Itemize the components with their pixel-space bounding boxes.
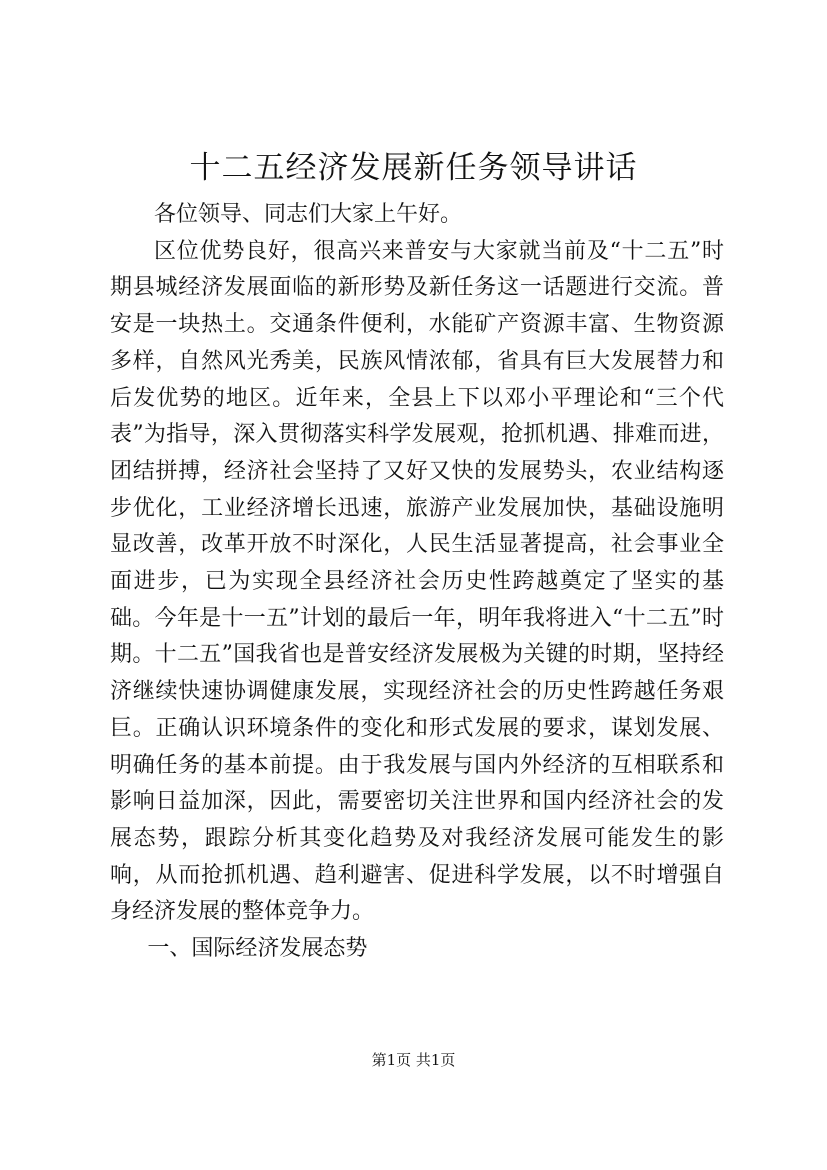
document-body <box>110 197 724 968</box>
body-paragraph: 区位优势良好，很高兴来普安与大家就当前及“十二五”时期县城经济发展面临的新形势及新任务这一话题进行交流。普安是一块热土。交通条件便利，水能矿产资源丰富、生物资源多样，自然风光秀美，民族风情浓郁，省具有巨大发展替力和后发优势的地区。近年来，全县上下以邓小平理论和“三个代表”为指导，深入贯彻落实科学发展观，抢抓机遇、排难而进，团结拼搏，经济社会坚持了又好又快的发展势头，农业结构逐步优化，工业经济增长迅速，旅游产业发展加快，基础设施明显改善，改革开放不时深化，人民生活显著提高，社会事业全面进步，已为实现全县经济社会历史性跨越奠定了坚实的基础。今年是十一五”计划的最后一年，明年我将进入“十二五”时期。十二五”国我省也是普安经济发展极为关键的时期，坚持经济继续快速协调健康发展，实现经济社会的历史性跨越任务艰巨。正确认识环境条件的变化和形式发展的要求，谋划发展、明确任务的基本前提。由于我发展与国内外经济的互相联系和影响日益加深，因此，需要密切关注世界和国内经济社会的发展态势，跟踪分析其变化趋势及对我经济发展可能发生的影响，从而抢抓机遇、趋利避害、促进科学发展，以不时增强自身经济发展的整体竞争力。 <box>110 238 724 925</box>
greeting-paragraph: 各位领导、同志们大家上午好。 <box>154 202 463 227</box>
section-heading: 一、国际经济发展态势 <box>147 936 368 962</box>
document-title: 十二五经济发展新任务领导讲话 <box>189 150 638 186</box>
page-footer: 第1页 共1页 <box>371 1051 456 1069</box>
